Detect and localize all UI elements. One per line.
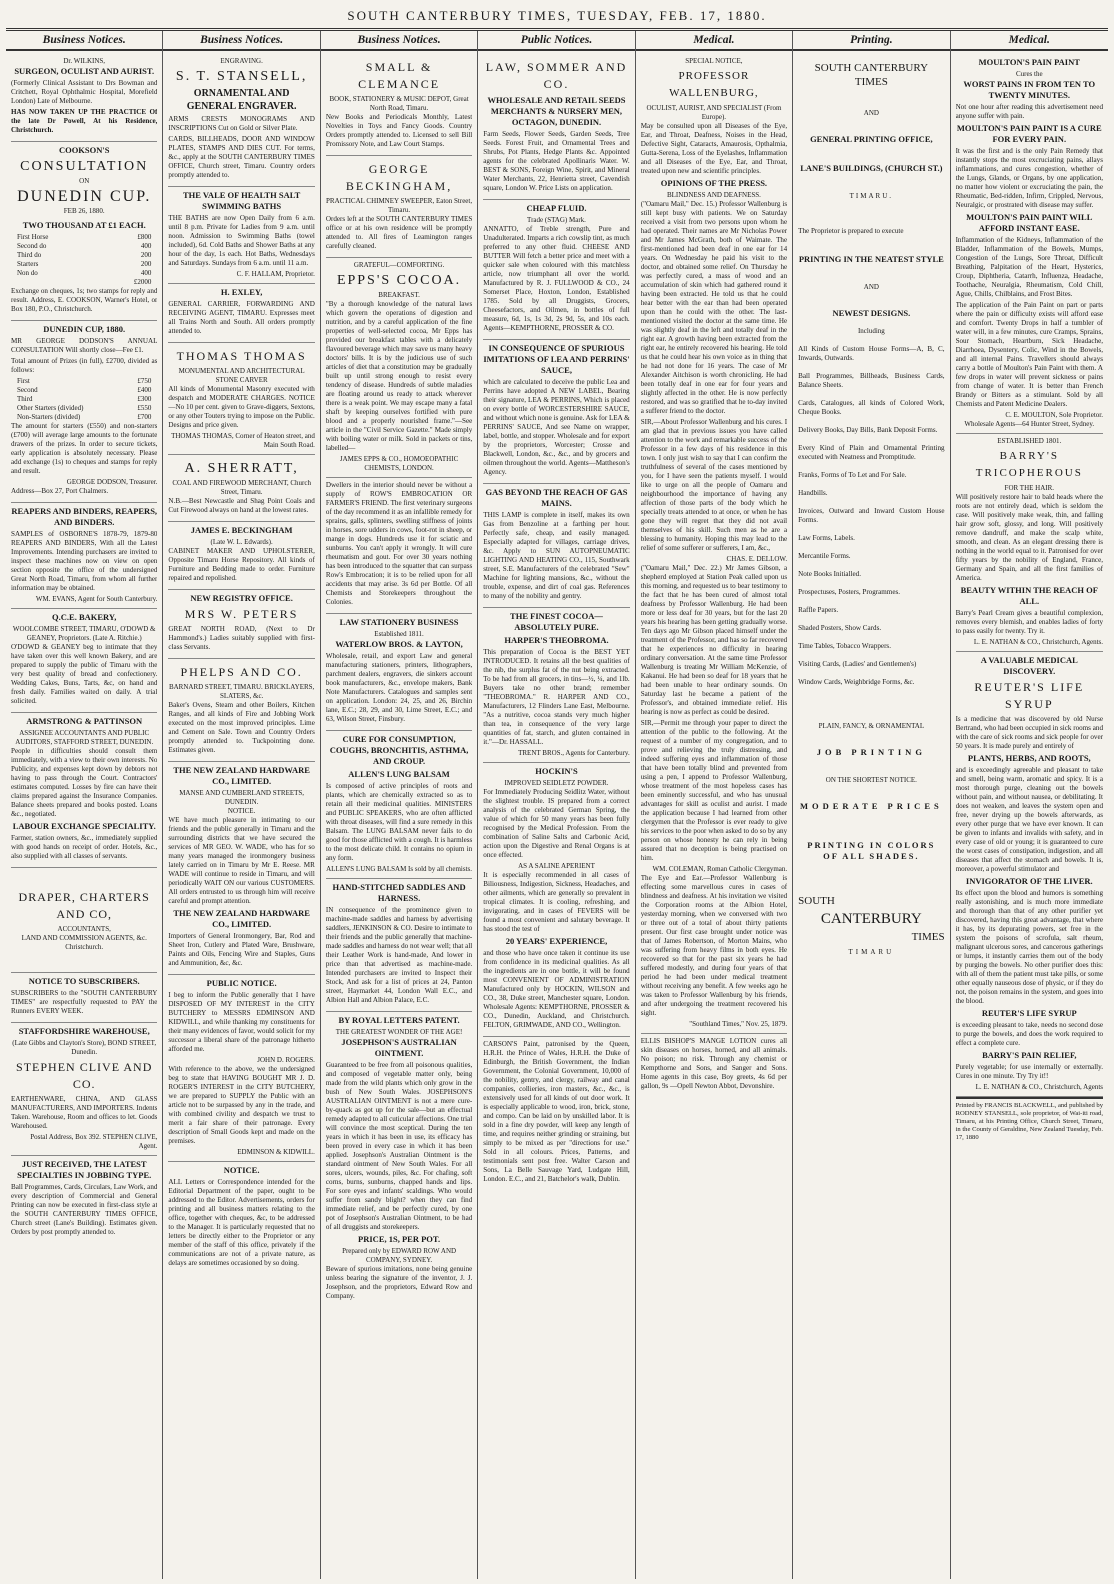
ad-george-beckingham: GEORGE BECKINGHAM, PRACTICAL CHIMNEY SWEEPER, Eaton Street, Timaru. Orders left at the SOUTH CANTERBURY TIMES office or at his own residence will be promptly attended to. All fires of Leamington ranges carefully cleaned. [326,156,472,258]
column-4 [478,31,635,1579]
ad-gas-lamp: GAS BEYOND THE REACH OF GAS MAINS. THIS LAMP is complete in itself, makes its own Gas from Benzoline at a farthing per hour. Perfectly safe, cheap, and easily managed. Especially adapted for villages, carriage drives, &c. Apply to SUN AUTOPNEUMATIC LIGHTING AND HEATING CO., 115, Southwark street, S.E. Manufacturers of the celebrated "Sew" Machine for lighting mansions, &c., without the trouble, expense, and dirt of coal gas. References to many of the nobility and gentry. [483,484,629,608]
column-header: Public Notices. [478,31,634,51]
columns [6,31,1108,1579]
ad-lea-perrins: IN CONSEQUENCE OF SPURIOUS IMITATIONS OF LEA AND PERRINS' SAUCE, which are calculated to deceive the public Lea and Perrins have adopted A NEW LABEL, Bearing their signature, LEA & PERRINS, Which is placed on every bottle of WORCESTERSHIRE SAUCE, and without which none is genuine. Ask for LEA & PERRINS' SAUCE, And see Name on wrapper, label, bottle, and stopper. Wholesale and for export by the proprietors, Worcester; Crosse and Blackwell, London, &c., &c., and by grocers and oilmen throughout the world. Agents—Mattheson's Agency. [483,340,629,484]
masthead: SOUTH CANTERBURY TIMES, TUESDAY, FEB. 17, 1880. [347,8,767,23]
ad-barry-tricopherous: ESTABLISHED 1801. BARRY'S TRICOPHEROUS FOR THE HAIR. Will positively restore hair to bald heads where the roots are not entirely dead, which is seldom the case. Will positively make weak, thin, and falling hair grow soft, glossy, and long. Will positively remove dandruff, and make the scalp white, smooth, and clean. As an elegant dressing there is nothing in the world equal to it. Patronised for over fifty years by the nobility of England, France, Germany and Spain, and all the first families of America. BEAUTY WITHIN THE REACH OF ALL. Barry's Pearl Cream gives a beautiful complexion, removes every blemish, and enables ladies of forty to pass easily for twenty. Try it. L. E. NATHAN & CO., Christchurch, Agents. [956,434,1103,652]
ad-josephson: BY ROYAL LETTERS PATENT. THE GREATEST WONDER OF THE AGE! JOSEPHSON'S AUSTRALIAN OINTMENT. Guaranteed to be free from all poisonous qualities, and composed of vegetable matter only, being made from the wild plants which only grow in the bush of New South Wales. JOSEPHSON'S AUSTRALIAN OINTMENT is not a mere cure-by-quack as got up for the sale—but an effectual remedy adapted to all cuticular affections. One trial will convince the most sceptical. During the ten years in which it has been in use, its efficacy has been proved in every case in which it has been applied. Josephson's Australian Ointment is the standard ointment of New South Wales. For all sores, ulcers, wounds, piles, &c. For chafing, soft corns, burns, sunburns, chapped hands and lips. For sore eyes and infants' scaldings. Who would suffer from sandy blight? when they can find immediate relief, and be perfectly cured, by one pot of Josephson's Australian Ointment, to be had of all druggists and storekeepers. PRICE, 1S, PER POT. Prepared only by EDWARD ROW AND COMPANY, SYDNEY. Beware of spurious imitations, none being genuine unless bearing the signature of the inventor, J. J. Josephson, and the proprietors, Edward Row and Company. [325,1015,473,1300]
column-2 [163,31,320,1579]
ad-law-sommer: LAW, SOMMER AND CO. WHOLESALE AND RETAIL SEEDS MERCHANTS & NURSERY MEN, OCTAGON, DUNEDIN. Farm Seeds, Flower Seeds, Garden Seeds, Tree Seeds. Forest Fruit, and Ornamental Trees and Shrubs, Pot Plants, Hedge Plants &c. Appointed agents for the celebrated Apollinaris Water. W. BEST & SONS, Foreign Wine, Spirit, and Mineral Water Merchants, 22, Henrietta street, Cavendish square, London W. Price Lists on application. [483,54,629,200]
ad-exley: H. EXLEY, GENERAL CARRIER, FORWARDING AND RECEIVING AGENT, TIMARU. Expresses meet all Trains North and South. All orders promptly attended to. [168,284,314,343]
ad-stansell: ENGRAVING. S. T. STANSELL, ORNAMENTAL AND GENERAL ENGRAVER. ARMS CRESTS MONOGRAMS AND INSCRIPTIONS Cut on Gold or Silver Plate. CARDS, BILLHEADS, DOOR AND WINDOW PLATES, STAMPS AND DIES CUT. For terms, &c., apply at the SOUTH CANTERBURY TIMES OFFICE, Church street, Timaru. Country orders promptly attended to. [168,54,314,187]
ad-qce-bakery: Q.C.E. BAKERY, WOOLCOMBE STREET, TIMARU, O'DOWD & GEANEY, Proprietors. (Late A. Ritchie.) O'DOWD & GEANEY beg to intimate that they have taken over this well known Bakery, and are prepared to supply the public of Timaru with the very best quality of bread and confectionery. Wedding Cakes, Buns, Tarts, &c, on hand and fresh daily. Families waited on daily. A trial solicited. [11,609,157,713]
ad-annatto: CHEAP FLUID. Trade (STAG) Mark. ANNATTO, of Treble strength, Pure and Unadulterated. Imparts a rich cowslip tint, as much preferred to any other fluid. CHEESE AND BUTTER Will fetch a better price and meet with a quicker sale when coloured with this matchless article, now triumphant all over the world. Manufactured by R. J. FULLWOOD & CO., 24 Somerset Place, Hoxton, London, Established 1785. Sold by all Druggists, Grocers, Cheesefactors, and Oilmen, in bottles of full measure, 6d, 1s, 1s 3d, 2s 9d, 5s, and 10s each. Agents—KEMPTHORNE, PROSSER & CO. [483,200,629,340]
ad-hockin: HOCKIN'S IMPROVED SEIDLETZ POWDER. For Immediately Producing Seidlitz Water, without the slightest trouble. IS prepared from a correct analysis of the celebrated German Spring, the value of which for 50 many years has been fully recognised by the Medical Profession. From the combination of Saline Salts and Carbonic Acid, action upon the Digestive and Renal Organs is at once effected. AS A SALINE APERIENT It is especially recommended in all cases of Biliousness, Indigestion, Sickness, Headaches, and other ailments, which are generally so prevalent in tropical climates. It is cooling, refreshing, and invigorating, and in cases of FEVERS will be found a most convenient and salutary beverage. It has stood the test of 20 YEARS' EXPERIENCE, and those who have once taken it continue its use from confidence in its medicinal qualities. As all the ingredients are in one bottle, it will be found most CONVENIENT OF ADMINISTRATION Manufactured only by HOCKIN, WILSON and CO., 38, Duke street, Manchester square, London. Wholesale Agents: KEMPTHORNE, PROSSER & CO., Dunedin, Auckland, and Christchurch. FELTON, GRIMWADE, AND CO., Wellington. [483,763,629,1037]
ad-small-clemance: SMALL & CLEMANCE BOOK, STATIONERY & MUSIC DEPOT, Great North Road, Timaru. New Books and Periodicals Monthly, Latest Novelties in Toys and Fancy Goods. Country Orders promptly attended to. Licensed to sell Bill Promissory Note, and Law Court Stamps. [326,54,472,156]
ad-phelps: PHELPS AND CO. BARNARD STREET, TIMARU. BRICKLAYERS, SLATERS, &c. Baker's Ovens, Steam and other Boilers, Kitchen Ranges, and all kinds of Fire and Jobbing Work executed on the most improved principles. Lime and Cement on Sale. Town and Country Orders promptly attended to. Tuckpointing done. Estimates given. [168,659,314,762]
ad-armstrong: ARMSTRONG & PATTINSON ASSIGNEE ACCOUNTANTS AND PUBLIC AUDITORS, STAFFORD STREET, DUNEDIN. People in difficulties should consult them immediately, with a view to their own interests. No Publicity, and expenses kept down by debtors not having to pass through the Court. Contractors' estimates computed. Losses by fire can have their claims prepared against the Insurance Companies. Balance sheets prepared and books posted. Loans &c., negotiated. LABOUR EXCHANGE SPECIALITY. Farmer, station owners, &c., immediately supplied with good hands on receipt of order. Hotels, &c., also supplied with all classes of servants. [11,713,157,868]
column-header: Medical. [636,31,792,51]
ad-reapers: REAPERS AND BINDERS, REAPERS, AND BINDERS. SAMPLES of OSBORNE'S 1878-79, 1879-80 REAPERS AND BINDERS, With all the Latest Improvements. Intending purchasers are invited to inspect these machines now on view on open section opposite the office of the undersigned Great North Road, Timaru, from whom all further information may be obtained. WM. EVANS, Agent for South Canterbury. [11,503,157,609]
ad-reuter-syrup: A VALUABLE MEDICAL DISCOVERY. REUTER'S LIFE SYRUP Is a medicine that was discovered by old Nurse Bertrand, who had been occupied in sick rooms and with the care of sick rooms and sick people for over 50 years. It is made purely and entirely of PLANTS, HERBS, AND ROOTS, and is exceedingly agreeable and pleasant to take and smell, being warm, aromatic and spicy. It is a most thorough purge, cleaning out the bowels without pain, and without nausea, or debilitating. It does not weaken, and leaves the system open and free, never drying up the bowels afterwards, as every other purge that we have ever known. It can be given to infants and invalids with safety, and in every case of old or young; it is guaranteed to cure the worst cases of constipation, indigestion, and all diseases that affect the stomach and bowels. It is, moreover, a powerful stimulator and INVIGORATOR OF THE LIVER. Its effect upon the blood and humors is something really astonishing, and is much more immediate and thorough than that of any other purifier yet discovered, having this great advantage, that where it has, by its depurating powers, set free in the system the poisons of scrofula, salt rheum, malignant ulcerous sores, and cancerous gatherings or lumps, it instantly carries them out of the body by purging the bowels. No other purifier does this: with all of them the patient must take pills, or some other equally nauseous dose of physic, or if they do not, the poison remains in the system, and goes into the blood. REUTER'S LIFE SYRUP is exceeding pleasant to take, needs no second dose to purge the bowels, and does the work required to effect a complete cure. BARRY'S PAIN RELIEF, Purely vegetable; for use internally or externally. Cures in one minute. Try Try it!! L. E. NATHAN & CO., Christchurch, Agents [956,652,1103,1097]
ad-staffordshire: STAFFORDSHIRE WAREHOUSE, (Late Gibbs and Clayton's Store), BOND STREET, Dunedin. STEPHEN CLIVE AND CO. EARTHENWARE, CHINA, AND GLASS MANUFACTURERS, AND IMPORTERS. Indents Taken. Warehouse, Room and offices to let. Goods Warehoused. Postal Address, Box 392. STEPHEN CLIVE, Agent. [11,1023,157,1156]
ad-registry: NEW REGISTRY OFFICE. MRS W. PETERS GREAT NORTH ROAD, (Next to Dr Hammond's.) Ladies suitably supplied with first-class Servants. [168,590,314,659]
ad-wilkins: Dr. WILKINS, SURGEON, OCULIST AND AURIST. (Formerly Clinical Assistant to Drs Bowman and Critchett, Royal Ophthalmic Hospital, Morefield London) Late of Melbourne. HAS NOW TAKEN UP THE PRACTICE Of the late Dr Powell, At his Residence, Christchurch. [11,54,157,142]
ad-dodson: DUNEDIN CUP, 1880. MR GEORGE DODSON'S ANNUAL CONSULTATION Will shortly close—Fee £1. Total amount of Prizes (in full), £2700, divided as follows: First £750 Second £400 Third £300 Other Starters (divided) £550 Non-Starters (divided) £700 The amount for starters (£550) and non-starters (£700) will average large amounts to the fortunate drawers of the prizes. In order to secure tickets, early application is absolutely necessary. Please add exchange (1s) to cheques and stamps for reply and result. GEORGE DODSON, Treasurer. Address—Box 27, Port Chalmers. [11,321,157,503]
ad-ellis-bishop: ELLIS BISHOP'S MANGE LOTION cures all skin diseases on horses, horned, and all animals. No poison; no risk. Through any chemist or Kempthorne and Sons, and Sanger and Sons. Home agents in this case, Boy greets, 4s 6d per gallon, 9s —Opell Newton Abbot, Devonshire. [640,1037,788,1090]
column-5 [636,31,793,1579]
ad-subscribers: NOTICE TO SUBSCRIBERS. SUBSCRIBERS to the "SOUTH CANTERBURY TIMES" are respectfully requested to PAY the Runners EVERY WEEK. [11,973,157,1023]
column-header: Business Notices. [163,31,319,51]
ad-cookson: COOKSON'S CONSULTATION ON DUNEDIN CUP. FEB 26, 1880. TWO THOUSAND AT £1 EACH. First Horse £800 Second do 400 Third do 200 Starters 200 Non do 400 £2000 Exchange on cheques, 1s; two stamps for reply and result. Address, E. COOKSON, Warner's Hotel, or Box 180, P.O., Christchurch. [11,142,157,321]
ad-wallenburg: SPECIAL NOTICE, PROFESSOR WALLENBURG, OCULIST, AURIST, AND SPECIALIST (From Europe). May be consulted upon all Diseases of the Eye, Ear, and Throat, Deafness, Noises in the Head, Defective Sight, Cataracts, Amaurosis, Opthalmia, Gutta-Serena, Loss of the Eyelashes, Inflammation and all Diseases of the Eye, Ear, and Throat, treated upon new and scientific principles. OPINIONS OF THE PRESS. BLINDNESS AND DEAFNESS. ("Oamaru Mail," Dec. 15.) Professor Wallenburg is still kept busy with patients. We on Saturday received a visit from two persons upon whom he had operated. Their names are Mr Nicholas Power and Mr James McGrath, both of Waimate. The first-mentioned had been deaf in one ear for 14 years. On Wednesday he paid his visit to the doctor, and obtained some relief. On Thursday he was perfectly cured, a mass of wood and an accumulation of skin which had gathered round it having been extracted. He told us that he could hear better with the ear than had been operated upon than he could with the other. The last-mentioned visited the doctor at the same time. He was slightly deaf in the left and totally deaf in the right ear. A growth having been extracted from the right ear, he entirely recovered his hearing. He told us that he could hear his own voice as in thing that he had not done for 16 years. The case of Mr Alexander Aitchison is worth chronicling. He had been totally deaf in one ear for four years and slightly affected in the other. He is now perfectly restored, and was so gratified that he to-day invited a sufferer friend to the doctor. SIR,—About Professor Wallenburg and his cures. I am glad that in previous issues you have called attention to the work and remarkable success of the Professor in a few days of his residence in this town. I only just wish to say that I can confirm the truthfulness of several of the cases mentioned by you, for I have seen the patients myself. I would like to urge on all the people of Oamaru and neighbourhood the importance of having any affection of those parts of the body which he specially treats attended to at once, or when he has gone they will regret that they did not avail themselves of his skill. Such men as he are a blessing to humanity. Hoping this may lead to the relief of some sufferer or sufferers, I am, &c., CHAS. E. DELLOW. ("Oamaru Mail," Dec. 22.) Mr James Gibson, a shepherd employed at Station Peak called upon us this morning, and requested us to bear testimony to the fact that he has been cured of almost total deafness by Professor Wallenburg. He had been more or less deaf for 30 years, but for the last 20 years his hearing has been getting gradually worse. Ten days ago Mr Gibson placed himself under the treatment of the Professor, and has so far recovered that he experiences no difficulty in hearing ordinary conversation. At the same time Professor Wallenburg is treating Mr William McKenzie, of Kakanui. He had been so deaf for 18 years that he had been unable to hear ordinary sounds. On Saturday last he became a patient of the Professor's, and obtained immediate relief. His hearing is now as perfect as could be desired. SIR,—Permit me through your paper to direct the attention of the public to the following. At the request of a number of my congregation, and to prove and relieving the truly distressing, and indeed suffering eyes and inflammation of those that have been totally blind and prevented from using a pen, I append to Professor Wallenburg, whose treatment of the most hopeless cases has been eminently successful, and who has unusual advantages for skill as oculist and aurist. I made the application because I had learned from other clergymen that the Professor is ever ready to give his services to the poor when asked to do so by any person on whose honesty he can rely in being assured that no deception is being practised on him. WM. COLEMAN, Roman Catholic Clergyman. The Eye and Ear.—Professor Wallenburg is effecting some marvellous cures in cases of blindness and deafness. At his invitation we visited the Corporation rooms at the Albion Hotel, yesterday morning, when we conversed with two or three out of a total of about thirty patients present. Our first case brought under notice was that of James Robertson, of Morton Mains, who was suffering from heavy films in both eyes. He recovered so that for the past six years he had suffered modestly, and during four years of that period he had been under medical treatment without receiving any benefit. A few weeks ago he was taken to Professor Wallenburg by his friends, and after undergoing the treatment recovered his sight. "Southland Times," Nov. 25, 1879. [641,54,787,1034]
column-1 [6,31,163,1579]
ad-carson-paint: CARSON'S Paint, patronised by the Queen, H.R.H. the Prince of Wales, H.R.H. the Duke of Edinburgh, the British Government, the Indian Government, the Colonial Government, 10,000 of the nobility, gentry, and clergy, railway and canal companies, collieries, iron masters, &c., &c., is extensively used for all kinds of out door work. It is especially applicable to wood, iron, brick, stone, and compo. Can be laid on by unskilled labor. It is sold in a fine dry powder, will keep any length of time, and requires neither grinding or straining, but simply to be mixed as per "directions for use." Sold in all colours. Prices, Patterns, and testimonials sent post free. Walter Carson and Sons, La Belle Sauvage Yard, Ludgate Hill, London. E.C., and 21, Batchelor's walk, Dublin. [483,1040,630,1183]
ad-jobbing-type: JUST RECEIVED, THE LATEST SPECIALTIES IN JOBBING TYPE. Ball Programmes, Cards, Circulars, Law Work, and every description of Commercial and General Printing can now be executed in first-class style at the SOUTH CANTERBURY TIMES OFFICE, Church street (Lane's Building). Estimates given. Orders by post promptly attended to. [11,1159,158,1236]
ad-thomas: THOMAS THOMAS MONUMENTAL AND ARCHITECTURAL STONE CARVER All kinds of Monumental Masonry executed with despatch and MODERATE CHARGES. NOTICE—No 10 per cent. given to Grave-diggers, Sextons, or any other Touters trying to impose on the Public. Designs and price given. THOMAS THOMAS, Corner of Heaton street, and Main South Road. [168,343,314,455]
column-header: Business Notices. [321,31,477,51]
ad-draper: DRAPER, CHARTERS AND CO, ACCOUNTANTS, LAND AND COMMISSION AGENTS, &c. Christchurch. [11,868,157,973]
column-header: Medical. [951,31,1108,51]
column-7 [951,31,1108,1579]
printer-imprint: Printed by FRANCIS BLACKWELL, and published by RODNEY STANSELL, sole proprietor, of Wai-iti road, Timaru, at his Printing Office, Church Street, Timaru, in the County of Geraldine, New Zealand Tuesday, Feb. 17, 1880 [956,1097,1103,1142]
ad-harper-theobroma: THE FINEST COCOA—ABSOLUTELY PURE. HARPER'S THEOBROMA. This preparation of Cocoa is the BEST YET INTRODUCED. It retains all the best qualities of the nib, the surplus fat of the nut being extracted. To be had from all grocers, in tins—½, ¼, and 1lb. Buyers take no other brand; remember "THEOBROMA." R. HARPER AND CO., Manufacturers, 12 Flinders Lane East, Melbourne. "As a nutritive, cocoa stands very much higher than tea, in consequence of the very large quantities of fat, starch, and gluten contained in it."—Dr. HASSALL. TRENT BROS., Agents for Canterbury. [483,608,629,763]
ad-printing-office: SOUTH CANTERBURY TIMES AND GENERAL PRINTING OFFICE, LANE'S BUILDINGS, (CHURCH ST.) TIMARU. The Proprietor is prepared to execute PRINTING IN THE NEATEST STYLE AND NEWEST DESIGNS. Including All Kinds of Custom House Forms—A, B, C, Inwards, Outwards. Ball Programmes, Billheads, Business Cards, Balance Sheets. Cards, Catalogues, all kinds of Colored Work, Cheque Books. Delivery Books, Day Bills, Bank Deposit Forms. Every Kind of Plain and Ornamental Printing executed with Neatness and Promptitude. Franks, Forms of To Let and For Sale. Handbills. Invoices, Outward and Inward Custom House Forms. Law Forms, Labels. Mercantile Forms. Note Books Initialled. Prospectuses, Posters, Programmes. Raffle Papers. Shaded Posters, Show Cards. Time Tables, Tobacco Wrappers. Visiting Cards, (Ladies' and Gentlemen's) Window Cards, Weighbridge Forms, &c. PLAIN, FANCY, & ORNAMENTAL JOB PRINTING ON THE SHORTEST NOTICE. MODERATE PRICES PRINTING IN COLORS OF ALL SHADES. SOUTH CANTERBURY TIMES TIMARU [798,62,945,956]
column-3 [321,31,478,1579]
ad-public-notice: PUBLIC NOTICE. I beg to inform the Public generally that I have DISPOSED OF MY INTEREST in the CITY BUTCHERY to MESSRS EDMINSON AND KIDWILL, and while thanking my constituents for their many evidences of favor, would solicit for my successor a liberal share of the patronage hitherto afforded me. JOHN D. ROGERS. With reference to the above, we the undersigned beg to state that HAVING BOUGHT MR J. D. ROGER'S INTEREST in the CITY BUTCHERY, we are prepared to SUPPLY the Public with an article not to be surpassed by any in the trade, and with combined civility and despatch we trust to merit a fair share of their patronage. Every description of Small Goods kept and made on the premises. EDMINSON & KIDWILL. [168,975,314,1162]
ad-moulton: MOULTON'S PAIN PAINT Cures the WORST PAINS IN FROM TEN TO TWENTY MINUTES. Not one hour after reading this advertisement need anyone suffer with pain. MOULTON'S PAIN PAINT IS A CURE FOR EVERY PAIN. It was the first and is the only Pain Remedy that instantly stops the most excruciating pains, allays inflammations, and cures congestion, whether of the Lungs, Glands, or Organs, by one application, no matter how violent or excruciating the pain, the Rheumatic, Bed-ridden, Infirm, Crippled, Nervous, Neuralgic, or prostrated with disease may suffer. MOULTON'S PAIN PAINT WILL AFFORD INSTANT EASE. Inflammation of the Kidneys, Inflammation of the Bladder, Inflammation of the Bowels, Mumps, Congestion of the Lungs, Sore Throat, Difficult Breathing, Palpitation of the Heart, Hysterics, Croup, Diphtheria, Catarrh, Influenza, Headache, Toothache, Neuralgia, Rheumatism, Cold Chill, Ague, Chills, Chilblains, and Frost Bites. The application of the Pain Paint on part or parts where the pain or difficulty exists will afford ease and comfort. Twenty Drops in half a tumbler of water will, in a few minutes, cure Cramps, Sprains, Sour Stomach, Heartburn, Sick Headache, Diarrhoea, Dysentery, Colic, Wind in the Bowels, and all internal Pains. Travellers should always carry a bottle of Moulton's Pain Paint with them. A few drops in water will prevent sickness or pains from change of water. It is better than French Brandy or Bitters as a stimulant. Sold by all Chemists and Patent Medicine Dealers. C. E. MOULTON, Sole Proprietor. Wholesale Agents—64 Hunter Street, Sydney. [956,54,1103,434]
ad-nz-hardware: THE NEW ZEALAND HARDWARE CO., LIMITED. MANSE AND CUMBERLAND STREETS, DUNEDIN. NOTICE. WE have much pleasure in intimating to our friends and the public generally in Timaru and the surrounding districts that we have secured the services of MR GEO. W. WADE, who has for so many years managed the ironmongery business lately carried on in Timaru by Mr E. Reese. MR WADE will continue to reside in Timaru, and will periodically WAIT ON our various CUSTOMERS. All orders entrusted to us through him will receive careful and prompt attention. THE NEW ZEALAND HARDWARE CO., LIMITED. Importers of General Ironmongery, Bar, Rod and Sheet Iron, Cutlery and Plated Ware, Brushware, Paints and Oils, Fencing Wire and Staples, Guns and Ammunition, &c, &c. [168,762,314,975]
column-header: Printing. [793,31,949,51]
ad-baths: THE VALE OF HEALTH SALT SWIMMING BATHS THE BATHS are now Open Daily from 6 a.m. until 8 p.m. Private for Ladies from 9 a.m. until noon. Admission to Swimming Baths (towel included), 6d. Cold Baths and Shower Baths at any hour of the day, 1s each. Hot Baths, Wednesdays and Saturdays. Sundays from 6 a.m. until 11 a.m. C. F. HALLAM, Proprietor. [168,187,314,284]
ad-waterlow: LAW STATIONERY BUSINESS Established 1811. WATERLOW BROS. & LAYTON, Wholesale, retail, and export Law and general manufacturing stationers, printers, lithographers, parchment dealers, engravers, die sinkers account book manufacturers, &c., envelope makers, Bank Note Manufacturers. Catalogues and samples sent on application. London: 24, 25, and 26, Birchin lane, E.C.; 28, 29, and 30, Lime Street, E.C.; and 63, Wilson Street, Finsbury. [326,614,472,731]
column-6 [793,31,950,1579]
ad-notice: NOTICE. ALL Letters or Correspondence intended for the Editorial Department of the paper, ought to be addressed to the Editor. Advertisements, orders for printing and all business matters relating to the office, together with cheques, &c, to be addressed to the Manager. It is particularly requested that no letters be directly either to the Proprietor or any member of the staff of this office, privately if the communications are not of a private nature, as delays are sometimes occasioned by so doing. [168,1165,315,1267]
ad-allen-balsam: CURE FOR CONSUMPTION, COUGHS, BRONCHITIS, ASTHMA, AND CROUP. ALLEN'S LUNG BALSAM Is composed of active principles of roots and plants, which are chemically extracted so as to retain all their medicinal qualities. MINISTERS and PUBLIC SPEAKERS, who are often afflicted with throat diseases, will find a sure remedy in this Balsam. The LUNG BALSAM never fails to do good for those afflicted with a cough. It is harmless to the most delicate child. It contains no opium in any form. ALLEN'S LUNG BALSAM Is sold by all chemists. [326,731,472,879]
ad-beckingham: JAMES E. BECKINGHAM (Late W. L. Edwards). CABINET MAKER AND UPHOLSTERER, Opposite Timaru Horse Repository. All kinds of Furniture and Bedding made to order. Furniture repaired and repolished. [168,522,314,590]
ad-epps-cocoa: GRATEFUL—COMFORTING. EPPS'S COCOA. BREAKFAST. "By a thorough knowledge of the natural laws which govern the operations of digestion and nutrition, and by a careful application of the fine properties of well-selected cocoa, Mr Epps has provided our breakfast tables with a delicately flavoured beverage which may save us many heavy doctors' bills. It is by the judicious use of such articles of diet that a constitution may be gradually built up until strong enough to resist every tendency of disease. Hundreds of subtle maladies are floating around us ready to attack wherever there is a weak point. We may escape many a fatal shaft by keeping ourselves fortified with pure blood and a properly nourished frame."—See article in the "Civil Service Gazette." Made simply with boiling water or milk. Sold in packets or tins, labelled— JAMES EPPS & CO., HOMOEOPATHIC CHEMISTS, LONDON. [326,258,472,478]
ad-saddles: HAND-STITCHED SADDLES AND HARNESS. IN consequence of the prominence given to machine-made saddles and harness by advertising saddlers, JENKINSON & CO. Desire to intimate to their friends and the public generally that machine-made saddles and harness do not wear well; that all their Leather Work is hand-made, And lower in price than that advertised as machine-made. Intended purchasers are invited to Inspect their Stock, And ask for a list of prices at 24, Panton street, Haymarket 44, London Wall E.C., and Albion Hall and Albion Palace, E.C. [326,879,472,1012]
column-header: Business Notices. [6,31,162,51]
ad-row-embrocation: Dwellers in the interior should never be without a supply of ROW'S EMBROCATION OR FARMER'S FRIEND. The first veterinary surgeons of the day recommend it as an infallible remedy for sprains, galls, splinters, swelling stiffness of joints in horses, sore udders in cows, foot-rot in sheep, or mange in dogs. Hundreds use it for sciatic and sunburns. You can't apply it wrongly. It will cure rheumatism and gout. For over 30 years nothing has been introduced to the squatter that can surpass Row's Embrocation; it is to be relied upon for all accidents that may arise. 3s 6d per Bottle. Of all Chemists and Storekeepers throughout the Colonies. [326,478,472,614]
cookson-prizes: First Horse £800 Second do 400 Third do 200 Starters 200 Non do 400 £2000 [17,233,152,286]
ad-sherratt: A. SHERRATT, COAL AND FIREWOOD MERCHANT, Church Street, Timaru. N.B.—Best Newcastle and Shag Point Coals and Cut Firewood always on hand at the lowest rates. [168,455,314,522]
